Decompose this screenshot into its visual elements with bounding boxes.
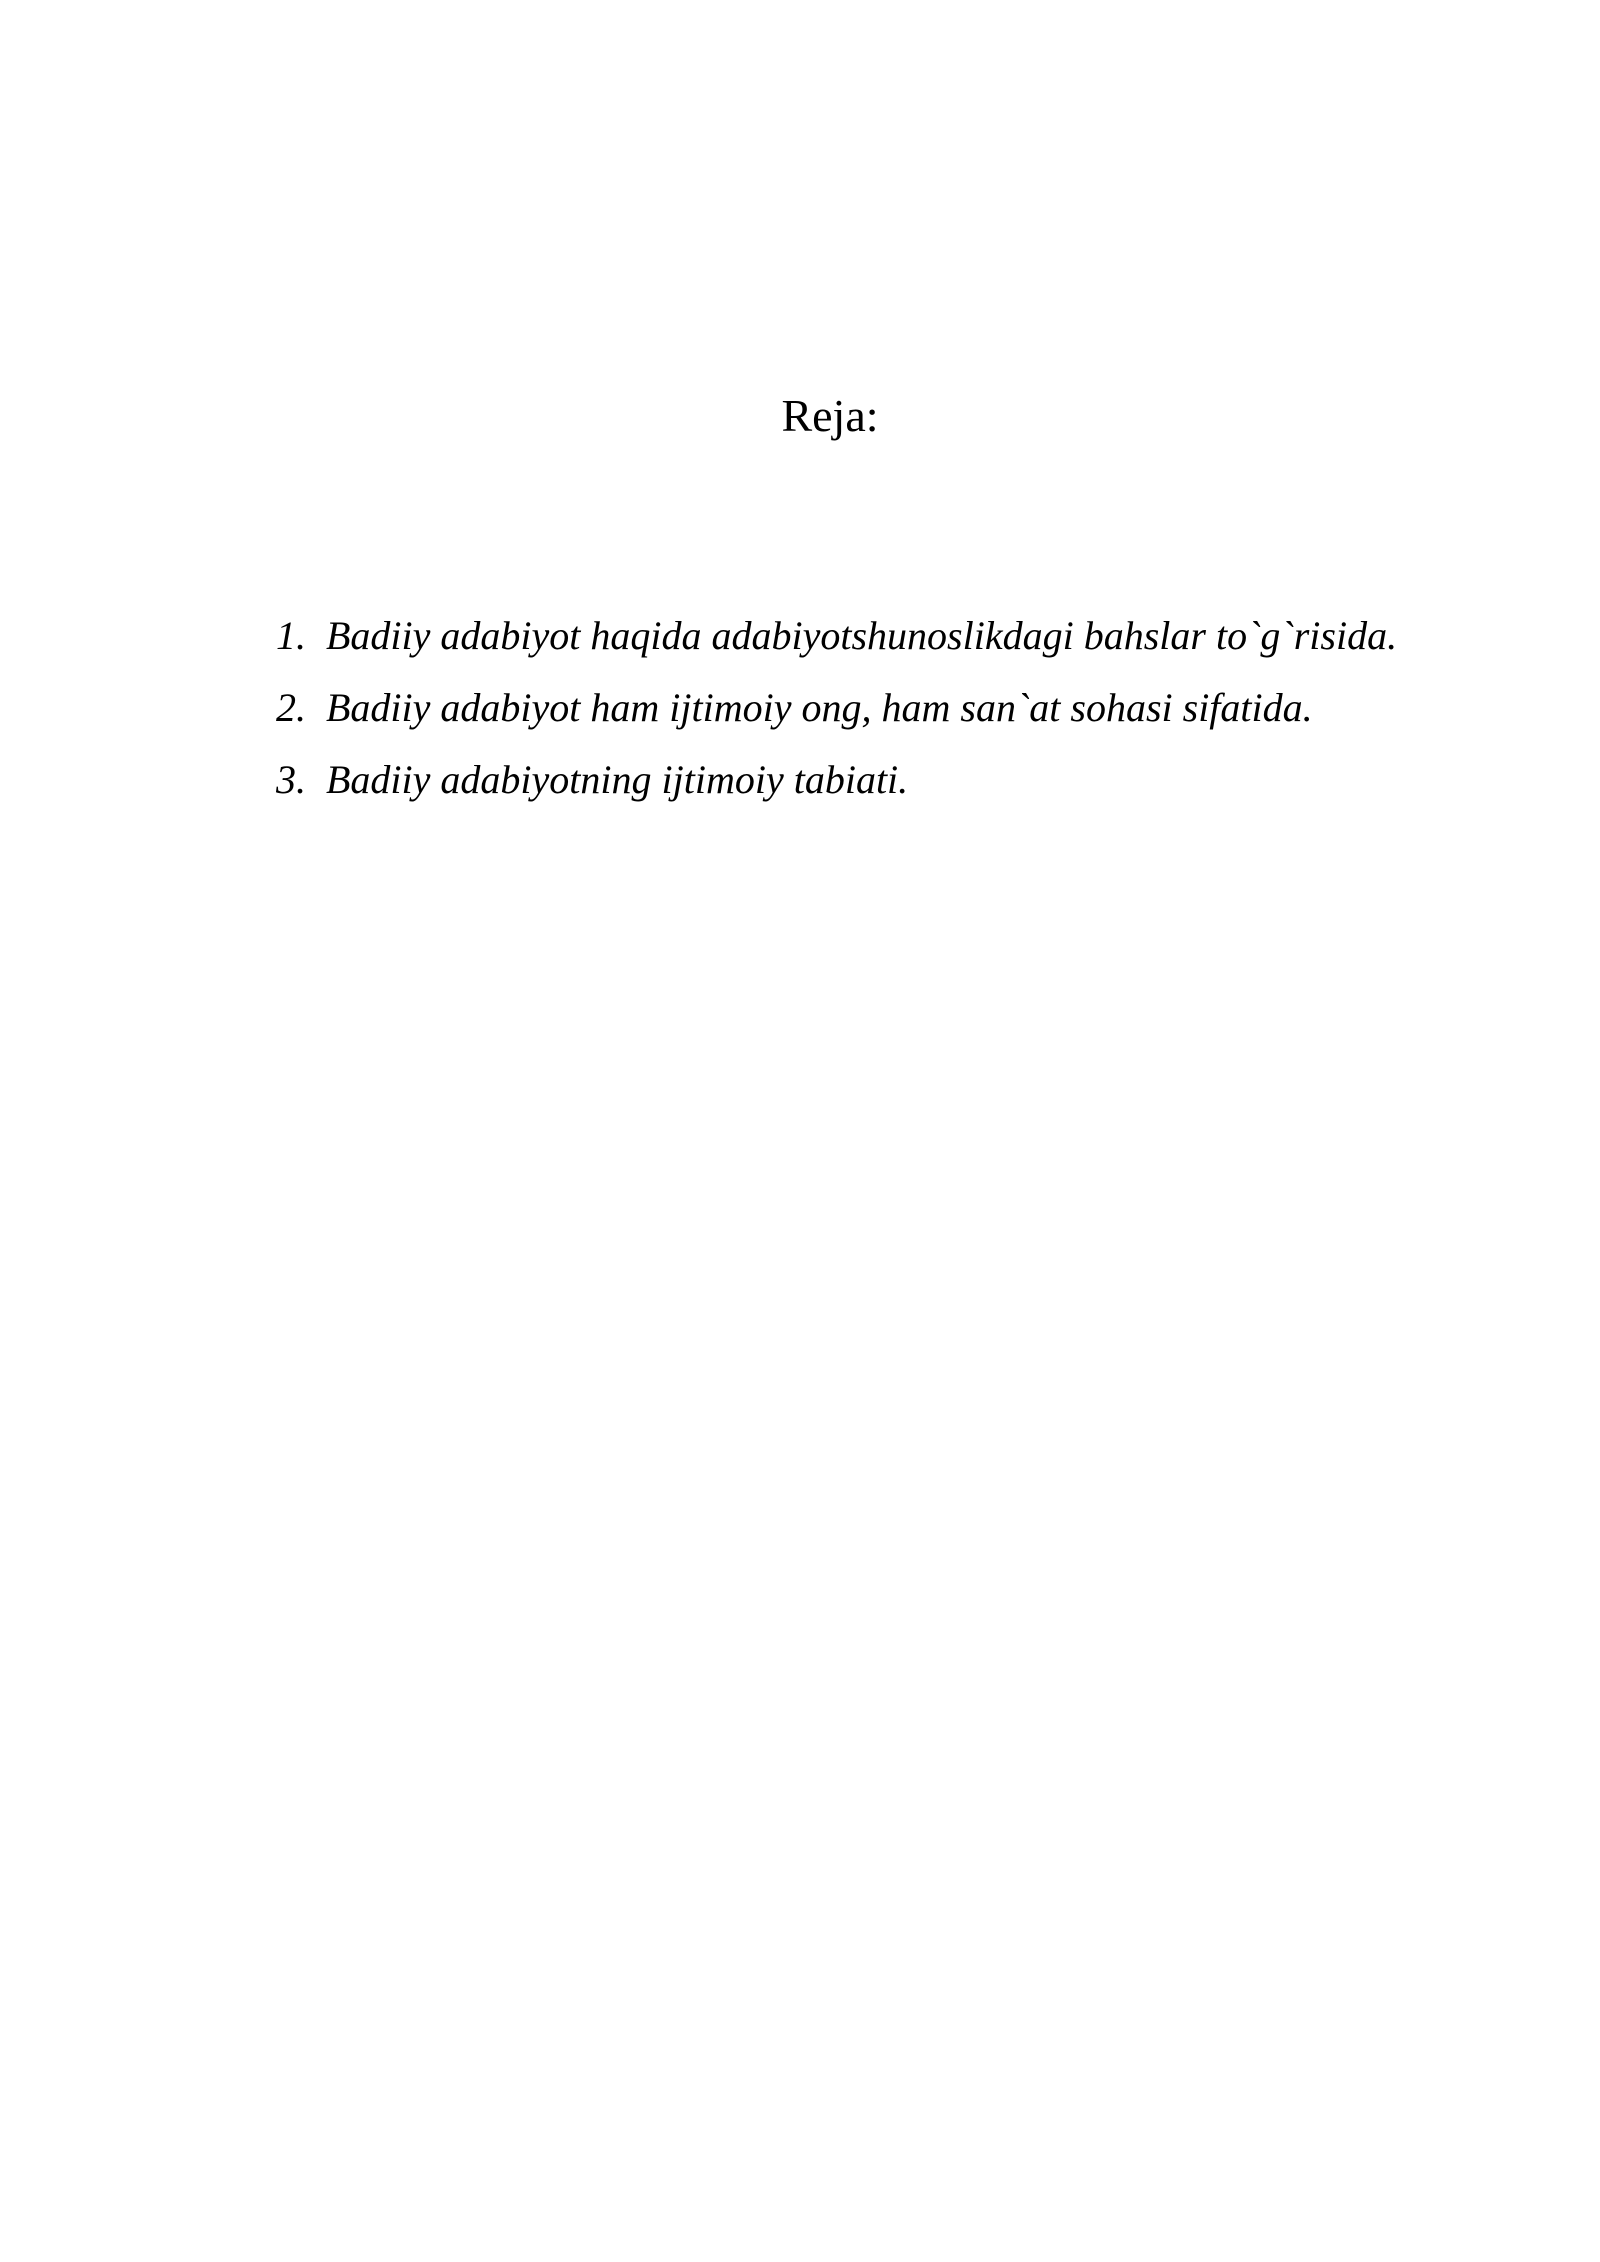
plan-item — [276, 600, 1397, 672]
plan-item-number: 1. — [276, 613, 306, 658]
plan-item — [276, 744, 1397, 816]
plan-item-number: 3. — [276, 757, 306, 802]
plan-item — [276, 672, 1397, 744]
plan-item-text: Badiiy adabiyot ham ijtimoiy ong, ham san`at sohasi sifatida. — [326, 685, 1313, 730]
page-title: Reja: — [781, 390, 879, 441]
plan-item-text: Badiiy adabiyotning ijtimoiy tabiati. — [326, 757, 909, 802]
plan-item-number: 2. — [276, 685, 306, 730]
plan-item-text: Badiiy adabiyot haqida adabiyotshunoslikdagi bahslar to`g`risida. — [326, 613, 1398, 658]
plan-list — [276, 600, 1397, 816]
